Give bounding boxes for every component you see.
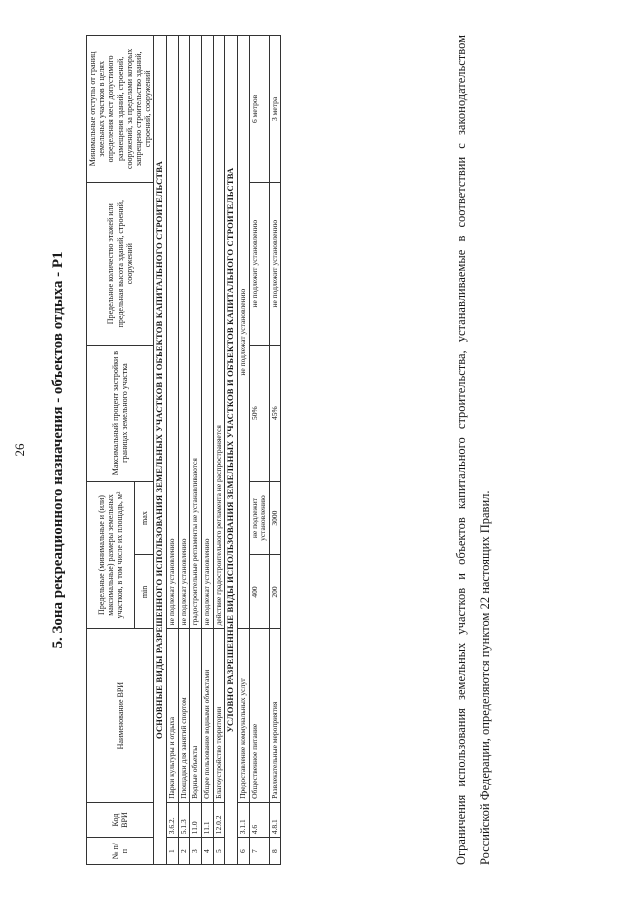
header-percent: Максимальный процент застройки в границах земельного участка	[87, 345, 154, 481]
row-percent: 50%	[249, 345, 269, 481]
header-sizes: Предельные (минимальные и (или) максимальные) размеры земельных участков, в том числе их площадь, м²	[87, 481, 135, 629]
table-row	[178, 36, 190, 865]
row-min: 200	[269, 555, 281, 629]
header-name: Наименование ВРИ	[87, 629, 154, 803]
table-row	[201, 36, 213, 865]
table-row	[237, 36, 249, 865]
row-note: действие градостроительного регламента не распространяется	[213, 36, 225, 629]
row-no: 3	[190, 838, 202, 865]
row-code: 11.0	[190, 802, 202, 837]
table-row	[190, 36, 202, 865]
row-no: 4	[201, 838, 213, 865]
row-percent: 45%	[269, 345, 281, 481]
header-min: min	[135, 555, 154, 629]
row-no: 7	[249, 838, 269, 865]
row-note: не подлежат установлению	[237, 36, 249, 629]
row-code: 4.8.1	[269, 802, 281, 837]
row-no: 5	[213, 838, 225, 865]
regulations-table	[86, 35, 281, 865]
row-name: Парки культуры и отдыха	[167, 629, 179, 803]
row-no: 2	[178, 838, 190, 865]
section-row	[154, 36, 167, 865]
row-floors: не подлежит установлению	[269, 182, 281, 345]
header-code: Код ВРИ	[87, 802, 154, 837]
rotated-page	[12, 35, 640, 865]
row-name: Предоставление коммунальных услуг	[237, 629, 249, 803]
row-name: Общественное питание	[249, 629, 269, 803]
row-code: 3.1.1	[237, 802, 249, 837]
header-indent: Минимальные отступы от границ земельных участков в целях определения мест допустимого размещения зданий, строений, сооружений, за пределами которых запрещено строительство зданий, строений, сооружений	[87, 36, 154, 183]
row-name: Общее пользование водными объектами	[201, 629, 213, 803]
row-code: 3.6.2.	[167, 802, 179, 837]
row-note: не подлежат установлению	[201, 36, 213, 629]
header-no: № п/п	[87, 838, 154, 865]
row-code: 12.0.2	[213, 802, 225, 837]
row-name: Благоустройство территории	[213, 629, 225, 803]
row-no: 6	[237, 838, 249, 865]
table-row	[213, 36, 225, 865]
table-header-row	[87, 36, 135, 865]
footer-note: Ограничения использования земельных участков и объектов капитального строительства, устанавливаемые в соответствии с законодательством Российской Федерации, определяются пунктом 22 настоящих Правил.	[454, 35, 492, 865]
row-note: градостроительные регламенты не устанавливаются	[190, 36, 202, 629]
table-row	[167, 36, 179, 865]
row-name: Площадки для занятий спортом	[178, 629, 190, 803]
table-row	[249, 36, 269, 865]
row-max: не подлежит установлению	[249, 481, 269, 555]
row-max: 3000	[269, 481, 281, 555]
table-row	[269, 36, 281, 865]
row-floors: не подлежит установлению	[249, 182, 269, 345]
row-no: 1	[167, 838, 179, 865]
row-name: Развлекательные мероприятия	[269, 629, 281, 803]
row-code: 4.6	[249, 802, 269, 837]
row-code: 5.1.3	[178, 802, 190, 837]
row-name: Водные объекты	[190, 629, 202, 803]
row-code: 11.1	[201, 802, 213, 837]
section-title: ОСНОВНЫЕ ВИДЫ РАЗРЕШЕННОГО ИСПОЛЬЗОВАНИЯ ЗЕМЕЛЬНЫХ УЧАСТКОВ И ОБЪЕКТОВ КАПИТАЛЬНОГО СТРОИТЕЛЬСТВА	[154, 36, 167, 865]
row-note: не подлежат установлению	[167, 36, 179, 629]
section-row	[225, 36, 238, 865]
header-max: max	[135, 481, 154, 555]
page-number: 26	[12, 443, 27, 457]
row-min: 400	[249, 555, 269, 629]
page-title: 5. Зона рекреационного назначения - объектов отдыха - Р1	[50, 251, 66, 649]
row-note: не подлежат установлению	[178, 36, 190, 629]
row-indent: 3 метра	[269, 36, 281, 183]
row-no: 8	[269, 838, 281, 865]
section-title: УСЛОВНО РАЗРЕШЕННЫЕ ВИДЫ ИСПОЛЬЗОВАНИЯ ЗЕМЕЛЬНЫХ УЧАСТКОВ И ОБЪЕКТОВ КАПИТАЛЬНОГО СТРОИТЕЛЬСТВА	[225, 36, 238, 865]
row-indent: 6 метров	[249, 36, 269, 183]
header-floors: Предельное количество этажей или предельная высота зданий, строений, сооружений	[87, 182, 154, 345]
